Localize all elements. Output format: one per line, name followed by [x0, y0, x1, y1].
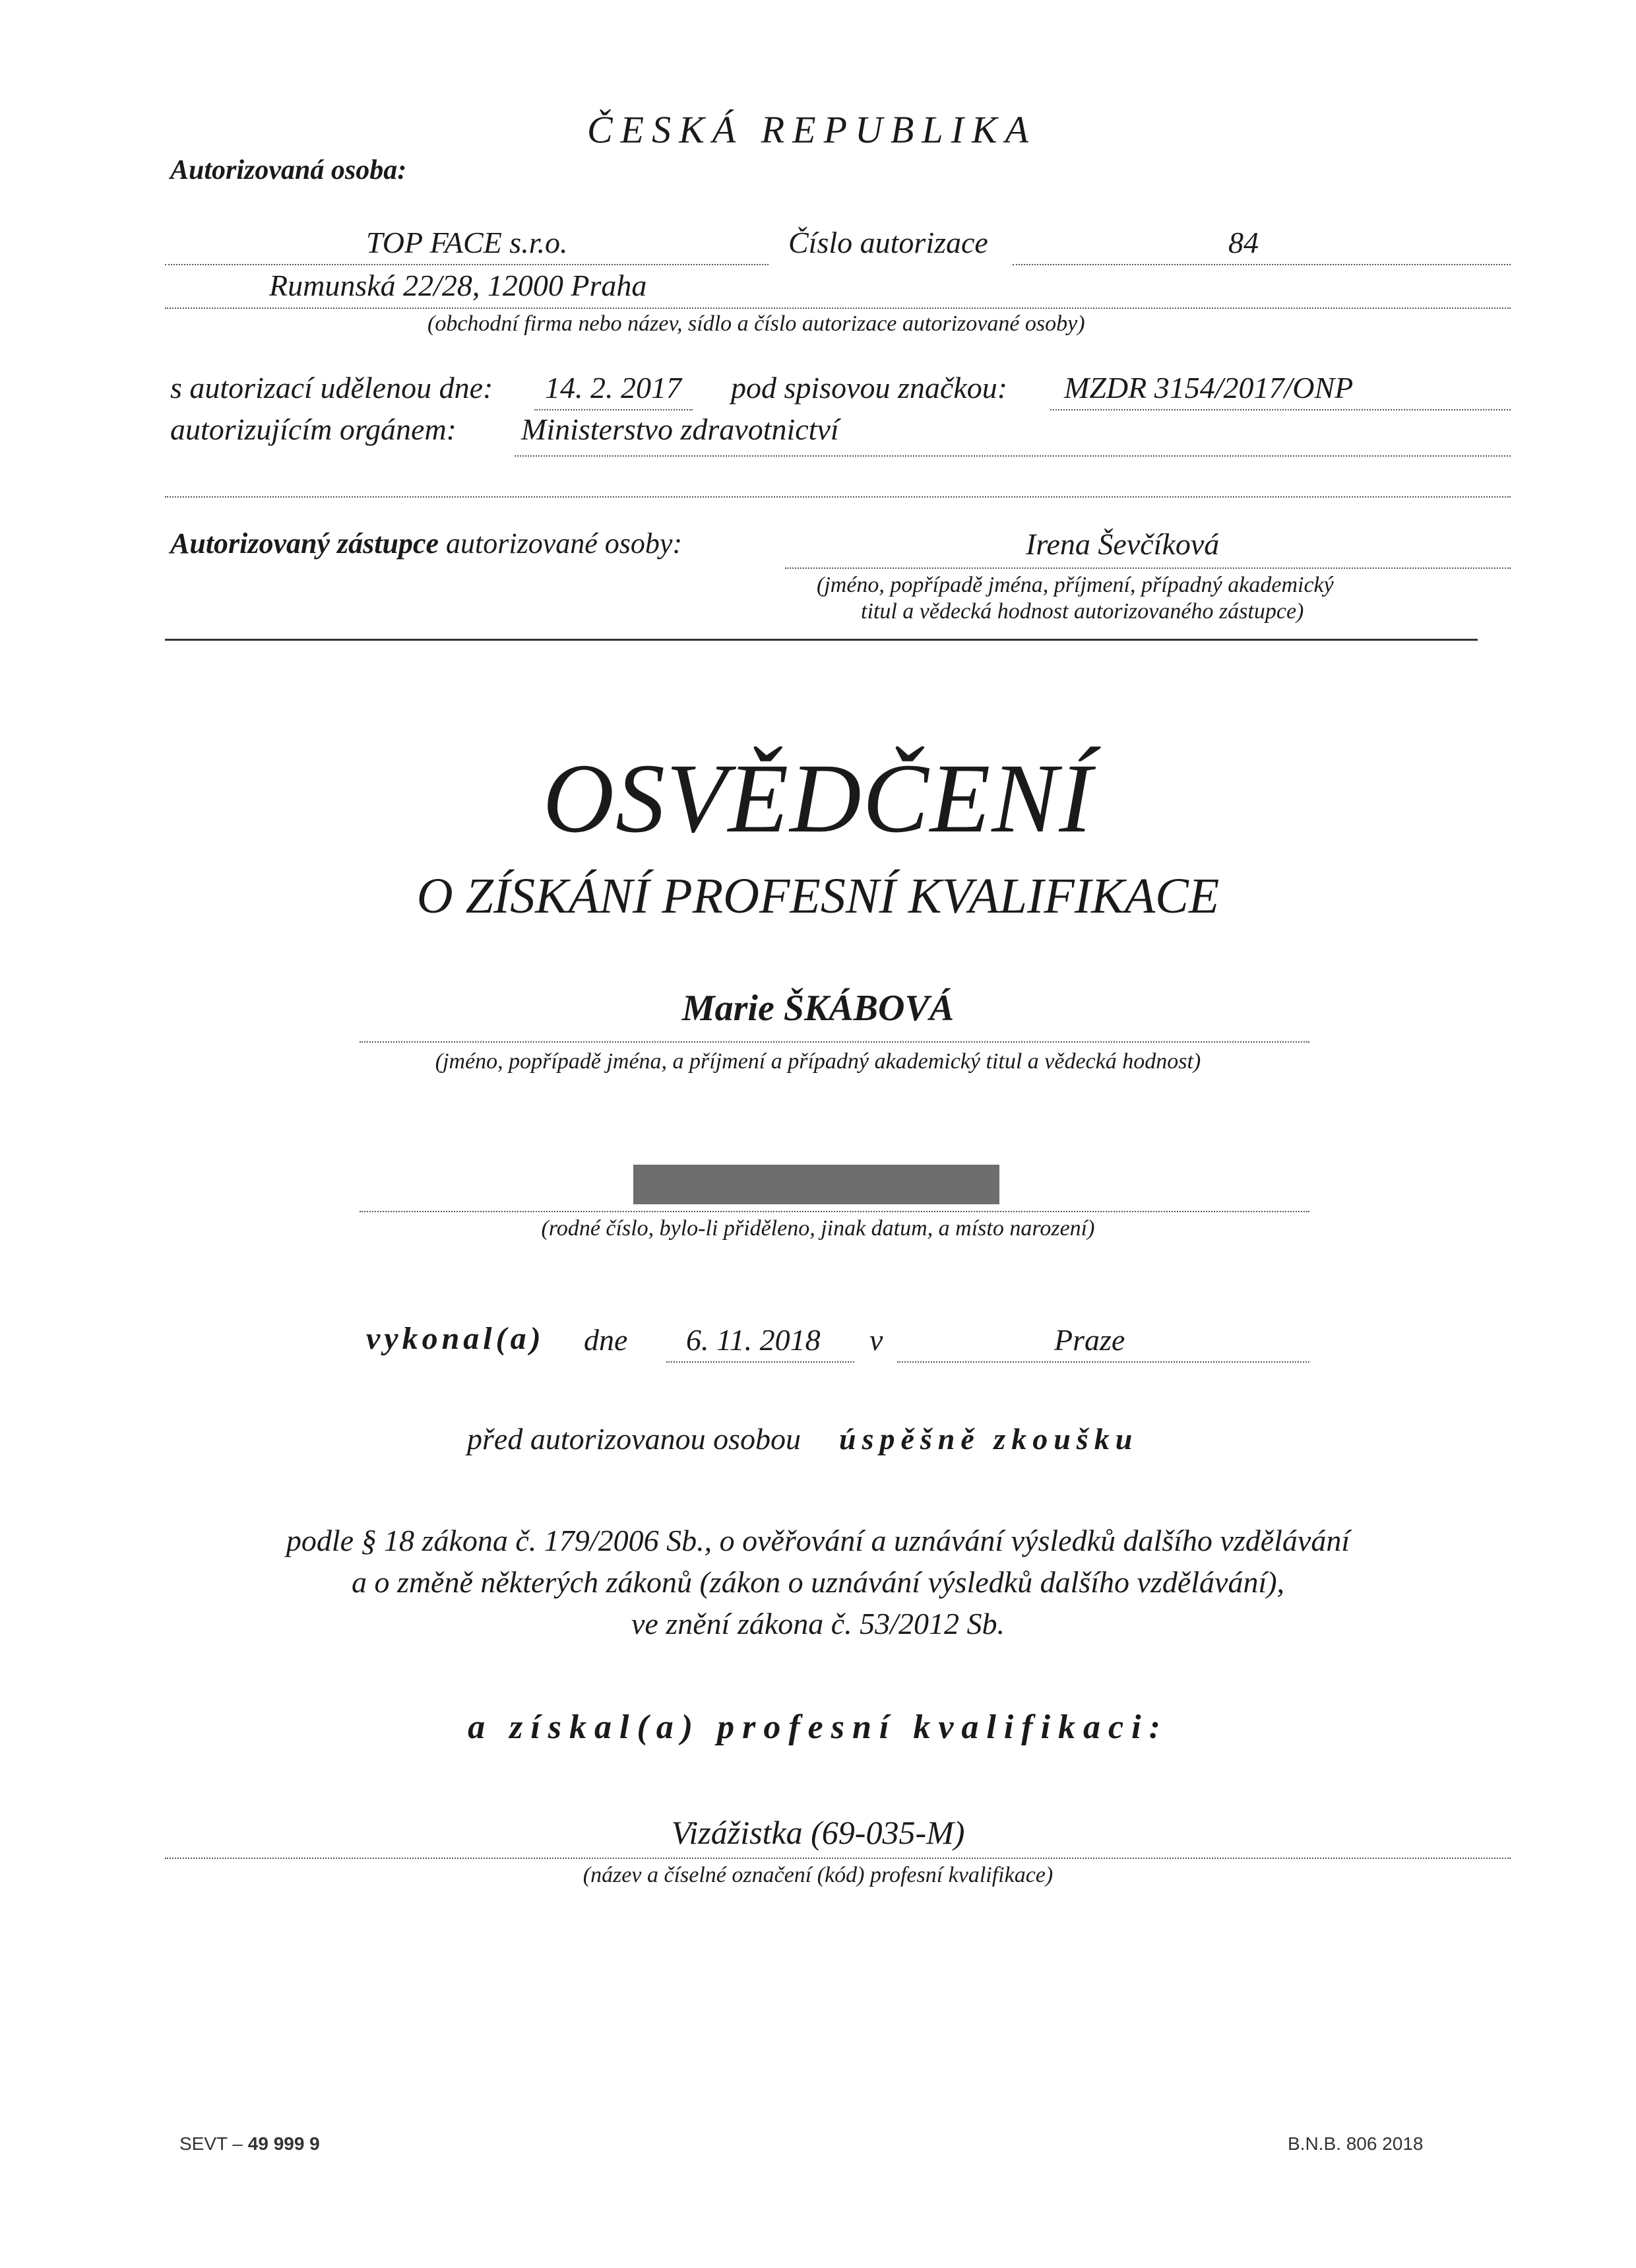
file-number: MZDR 3154/2017/ONP	[1064, 371, 1354, 405]
representative-caption-1: (jméno, popřípadě jména, příjmení, případný akademický	[817, 573, 1334, 597]
granted-date-line	[534, 409, 693, 410]
before-text: před autorizovanou osobou	[467, 1422, 801, 1456]
holder-name-caption: (jméno, popřípadě jména, a příjmení a případný akademický titul a vědecká hodnost)	[435, 1049, 1201, 1074]
exam-date-line	[666, 1361, 854, 1363]
entity-caption: (obchodní firma nebo název, sídlo a číslo autorizace autorizované osoby)	[427, 311, 1085, 336]
exam-date: 6. 11. 2018	[686, 1323, 821, 1357]
representative-name: Irena Ševčíková	[1026, 527, 1220, 561]
granted-date: 14. 2. 2017	[545, 371, 681, 405]
holder-name: Marie ŠKÁBOVÁ	[681, 988, 955, 1029]
file-label: pod spisovou značkou:	[731, 371, 1008, 405]
authorization-number-label: Číslo autorizace	[788, 226, 988, 259]
qualification-line	[165, 1858, 1511, 1859]
entity-address-line	[165, 308, 1511, 309]
certificate-subtitle: O ZÍSKÁNÍ PROFESNÍ KVALIFIKACE	[416, 868, 1220, 924]
qualification-caption: (název a číselné označení (kód) profesní kvalifikace)	[582, 1863, 1054, 1887]
certificate-title: OSVĚDČENÍ	[542, 744, 1094, 853]
exam-place: Praze	[1054, 1323, 1125, 1357]
file-number-line	[1050, 409, 1511, 410]
law-line-3: ve znění zákona č. 53/2012 Sb.	[631, 1607, 1005, 1640]
birth-caption: (rodné číslo, bylo-li přiděleno, jinak datum, a místo narození)	[541, 1216, 1095, 1241]
holder-name-line	[360, 1041, 1309, 1043]
birth-line	[360, 1211, 1309, 1212]
authority-line	[515, 455, 1511, 457]
law-line-2: a o změně některých zákonů (zákon o uznávání výsledků dalšího vzdělávání),	[351, 1565, 1285, 1599]
blank-line	[165, 496, 1511, 498]
qualification-name: Vizážistka (69-035-M)	[671, 1814, 965, 1851]
exam-place-line	[897, 1361, 1309, 1363]
law-line-1: podle § 18 zákona č. 179/2006 Sb., o ověřování a uznávání výsledků dalšího vzdělávání	[286, 1524, 1350, 1557]
representative-label-bold: Autorizovaný zástupce	[170, 527, 439, 560]
obtained-text: a získal(a) profesní kvalifikaci:	[468, 1708, 1168, 1746]
authorization-number-line	[1013, 264, 1511, 265]
header-separator	[165, 639, 1478, 641]
birth-number-redacted	[633, 1165, 999, 1204]
authority-name: Ministerstvo zdravotnictví	[521, 412, 839, 446]
printer-code: B.N.B. 806 2018	[1288, 2133, 1424, 2154]
representative-label-rest: autorizované osoby:	[446, 527, 683, 560]
authority-label: autorizujícím orgánem:	[170, 412, 456, 446]
granted-label: s autorizací udělenou dne:	[170, 371, 493, 405]
form-code-prefix: SEVT –	[179, 2133, 243, 2154]
form-code	[179, 2135, 320, 2153]
exam-date-label: dne	[584, 1323, 628, 1357]
exam-place-label: v	[869, 1323, 883, 1357]
success-text: úspěšně zkoušku	[839, 1422, 1139, 1456]
authorization-number: 84	[1228, 226, 1259, 259]
entity-name-line	[165, 264, 769, 265]
entity-name: TOP FACE s.r.o.	[366, 226, 568, 259]
country-title: ČESKÁ REPUBLIKA	[587, 108, 1037, 151]
form-code-number: 49 999 9	[247, 2133, 320, 2154]
representative-label	[170, 529, 682, 558]
authorized-person-label: Autorizovaná osoba:	[170, 155, 407, 185]
entity-address: Rumunská 22/28, 12000 Praha	[269, 269, 647, 302]
representative-caption-2: titul a vědecká hodnost autorizovaného zástupce)	[861, 599, 1304, 624]
representative-name-line	[785, 567, 1511, 569]
performed-label: vykonal(a)	[366, 1321, 545, 1356]
